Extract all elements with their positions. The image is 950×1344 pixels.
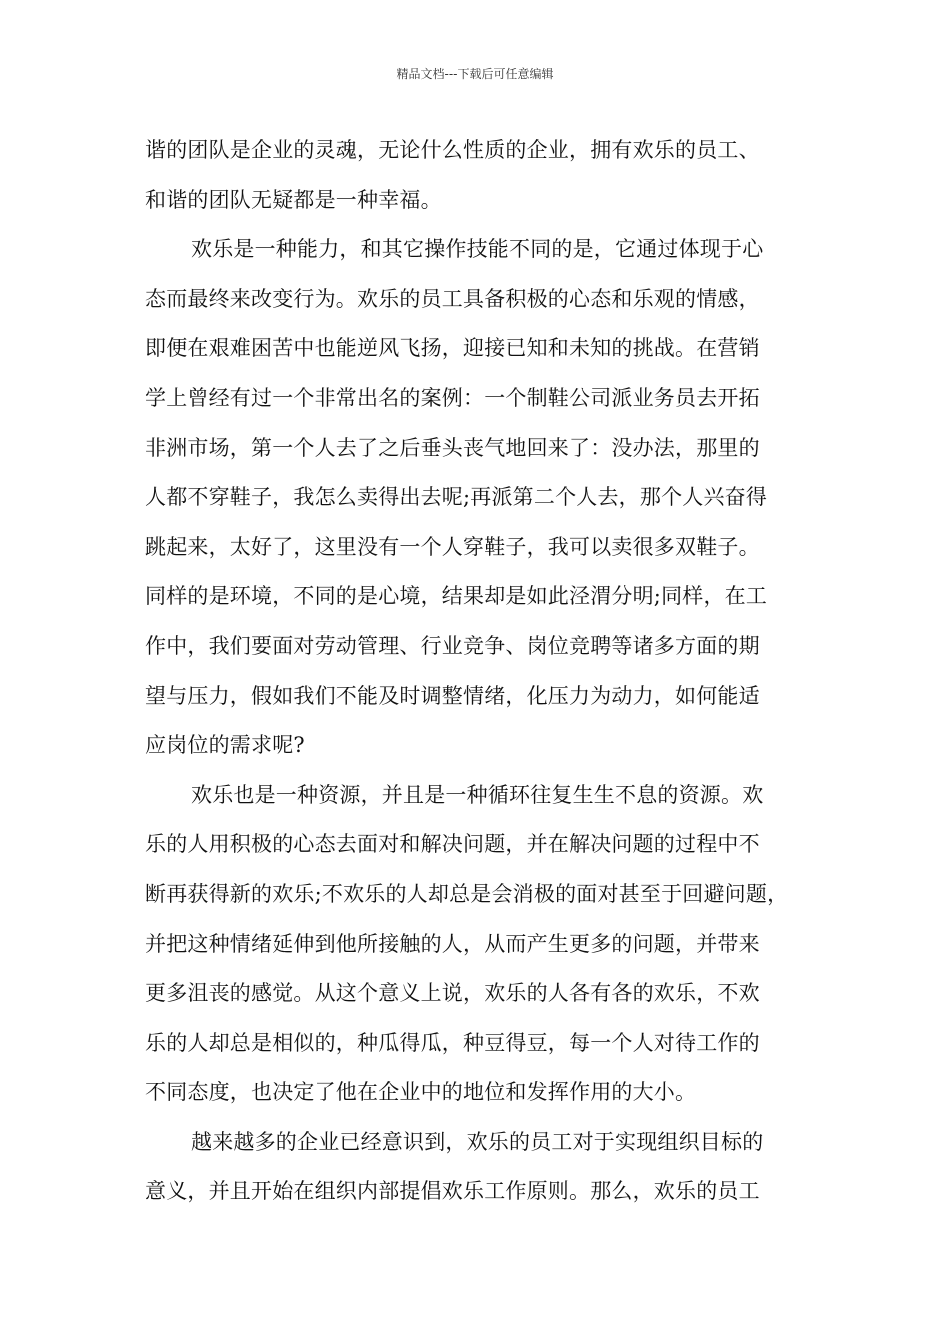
text-line: 跳起来，太好了，这里没有一个人穿鞋子，我可以卖很多双鞋子。 <box>145 534 760 559</box>
paragraph-first-line: 欢乐是一种能力，和其它操作技能不同的是，它通过体现于心 <box>191 237 764 262</box>
text-line: 学上曾经有过一个非常出名的案例：一个制鞋公司派业务员去开拓 <box>145 385 760 410</box>
text-line: 谐的团队是企业的灵魂，无论什么性质的企业，拥有欢乐的员工、 <box>145 138 760 162</box>
text-line: 同样的是环境，不同的是心境，结果却是如此泾渭分明;同样，在工 <box>145 584 768 609</box>
document-body <box>145 126 815 1217</box>
page-header: 精品文档---下载后可任意编辑 <box>396 67 554 81</box>
text-line: 乐的人用积极的心态去面对和解决问题，并在解决问题的过程中不 <box>145 832 760 857</box>
text-line: 乐的人却总是相似的，种瓜得瓜，种豆得豆，每一个人对待工作的 <box>145 1030 760 1055</box>
paragraph-first-line: 越来越多的企业已经意识到，欢乐的员工对于实现组织目标的 <box>191 1129 764 1154</box>
text-line: 不同态度，也决定了他在企业中的地位和发挥作用的大小。 <box>145 1080 697 1105</box>
text-line: 非洲市场，第一个人去了之后垂头丧气地回来了：没办法，那里的 <box>145 435 760 460</box>
text-line: 并把这种情绪延伸到他所接触的人，从而产生更多的问题，并带来 <box>145 931 760 956</box>
text-line: 应岗位的需求呢? <box>145 733 305 758</box>
text-line: 作中，我们要面对劳动管理、行业竞争、岗位竞聘等诸多方面的期 <box>145 633 760 658</box>
text-line: 和谐的团队无疑都是一种幸福。 <box>145 187 442 212</box>
text-line: 意义，并且开始在组织内部提倡欢乐工作原则。那么，欢乐的员工 <box>145 1179 760 1204</box>
paragraph-first-line: 欢乐也是一种资源，并且是一种循环往复生生不息的资源。欢 <box>191 782 764 807</box>
text-line: 态而最终来改变行为。欢乐的员工具备积极的心态和乐观的情感， <box>145 286 760 311</box>
text-line: 断再获得新的欢乐;不欢乐的人却总是会消极的面对甚至于回避问题， <box>145 881 789 906</box>
text-line: 更多沮丧的感觉。从这个意义上说，欢乐的人各有各的欢乐，不欢 <box>145 981 760 1006</box>
text-line: 望与压力，假如我们不能及时调整情绪，化压力为动力，如何能适 <box>145 683 760 708</box>
text-line: 人都不穿鞋子，我怎么卖得出去呢;再派第二个人去，那个人兴奋得 <box>145 485 768 510</box>
text-line: 即便在艰难困苦中也能逆风飞扬，迎接已知和未知的挑战。在营销 <box>145 336 760 361</box>
